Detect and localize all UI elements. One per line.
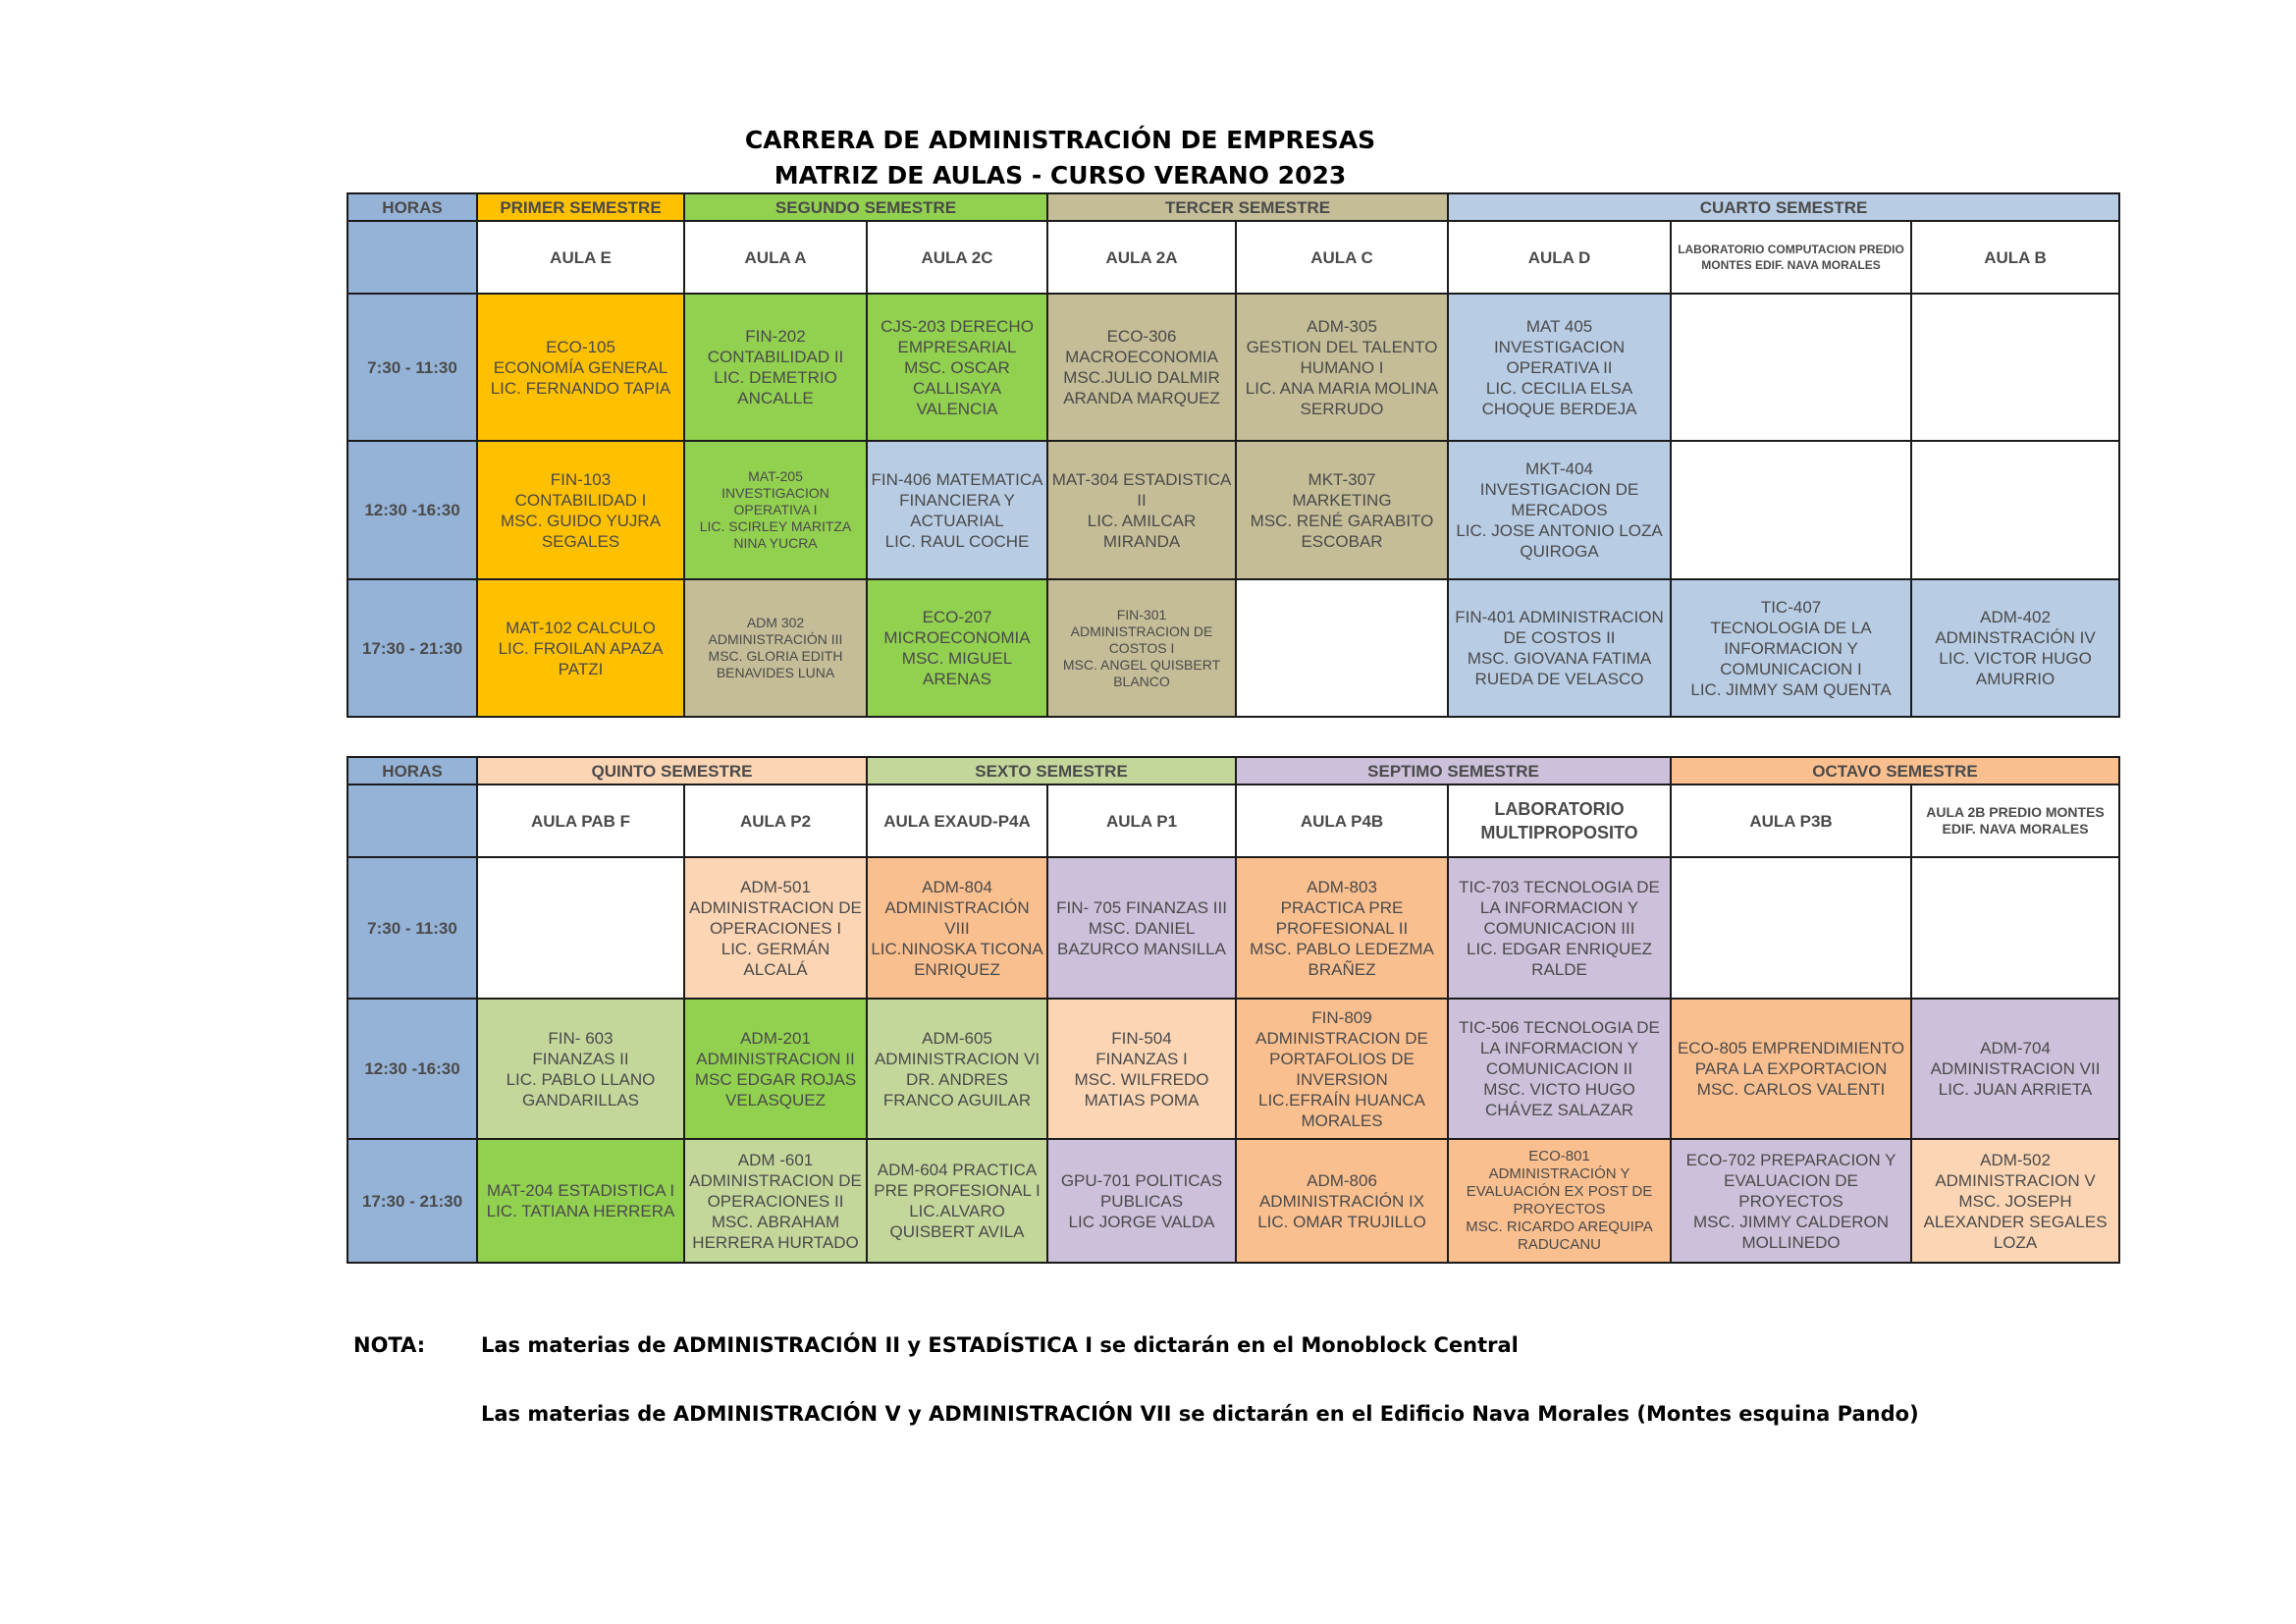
course-cell: MAT-205 INVESTIGACION OPERATIVA I LIC. SCIRLEY MARITZA NINA YUCRA <box>684 441 867 579</box>
course-cell: MAT-204 ESTADISTICA I LIC. TATIANA HERRERA <box>477 1139 684 1263</box>
nota-label: NOTA: <box>353 1333 426 1357</box>
course-cell: ADM-604 PRACTICA PRE PROFESIONAL I LIC.ALVARO QUISBERT AVILA <box>867 1139 1047 1263</box>
hours-header-blank <box>347 785 477 857</box>
aula-header: AULA PAB F <box>477 785 684 857</box>
semester-header: TERCER SEMESTRE <box>1047 193 1448 221</box>
course-cell: MKT-307 MARKETING MSC. RENÉ GARABITO ESCOBAR <box>1236 441 1448 579</box>
course-cell: ADM-605 ADMINISTRACION VI DR. ANDRES FRANCO AGUILAR <box>867 999 1047 1139</box>
course-cell: TIC-407 TECNOLOGIA DE LA INFORMACION Y COMUNICACION I LIC. JIMMY SAM QUENTA <box>1671 579 1911 717</box>
aula-header-row <box>347 785 2119 857</box>
course-cell: GPU-701 POLITICAS PUBLICAS LIC JORGE VALDA <box>1047 1139 1236 1263</box>
aula-header: AULA P1 <box>1047 785 1236 857</box>
course-cell: TIC-703 TECNOLOGIA DE LA INFORMACION Y COMUNICACION III LIC. EDGAR ENRIQUEZ RALDE <box>1448 857 1671 999</box>
semester-header: OCTAVO SEMESTRE <box>1671 757 2119 785</box>
course-cell: ECO-207 MICROECONOMIA MSC. MIGUEL ARENAS <box>867 579 1047 717</box>
aula-header: AULA 2B PREDIO MONTES EDIF. NAVA MORALES <box>1911 785 2119 857</box>
hours-header: HORAS <box>347 193 477 221</box>
course-cell: FIN-406 MATEMATICA FINANCIERA Y ACTUARIAL LIC. RAUL COCHE <box>867 441 1047 579</box>
aula-header-row <box>347 221 2119 294</box>
course-cell: TIC-506 TECNOLOGIA DE LA INFORMACION Y COMUNICACION II MSC. VICTO HUGO CHÁVEZ SALAZAR <box>1448 999 1671 1139</box>
course-cell <box>1911 294 2119 441</box>
schedule-table-1 <box>347 192 2120 718</box>
course-cell: ADM-201 ADMINISTRACION II MSC EDGAR ROJAS VELASQUEZ <box>684 999 867 1139</box>
semester-header: QUINTO SEMESTRE <box>477 757 867 785</box>
course-cell: ECO-702 PREPARACION Y EVALUACION DE PROYECTOS MSC. JIMMY CALDERON MOLLINEDO <box>1671 1139 1911 1263</box>
hour-cell: 7:30 - 11:30 <box>347 857 477 999</box>
course-cell <box>1671 857 1911 999</box>
hour-cell: 12:30 -16:30 <box>347 999 477 1139</box>
course-cell: FIN-401 ADMINISTRACION DE COSTOS II MSC. GIOVANA FATIMA RUEDA DE VELASCO <box>1448 579 1671 717</box>
course-cell <box>1911 441 2119 579</box>
aula-header: AULA 2C <box>867 221 1047 294</box>
course-cell: ECO-306 MACROECONOMIA MSC.JULIO DALMIR ARANDA MARQUEZ <box>1047 294 1236 441</box>
aula-header: AULA C <box>1236 221 1448 294</box>
course-cell: MAT-102 CALCULO LIC. FROILAN APAZA PATZI <box>477 579 684 717</box>
course-cell: FIN-504 FINANZAS I MSC. WILFREDO MATIAS POMA <box>1047 999 1236 1139</box>
course-cell: ECO-805 EMPRENDIMIENTO PARA LA EXPORTACION MSC. CARLOS VALENTI <box>1671 999 1911 1139</box>
semester-header-row <box>347 757 2119 785</box>
course-cell: FIN-202 CONTABILIDAD II LIC. DEMETRIO ANCALLE <box>684 294 867 441</box>
aula-header: AULA B <box>1911 221 2119 294</box>
course-cell: ADM-502 ADMINISTRACION V MSC. JOSEPH ALEXANDER SEGALES LOZA <box>1911 1139 2119 1263</box>
course-cell <box>1911 857 2119 999</box>
course-cell: FIN- 705 FINANZAS III MSC. DANIEL BAZURCO MANSILLA <box>1047 857 1236 999</box>
nota-line-2: Las materias de ADMINISTRACIÓN V y ADMINISTRACIÓN VII se dictarán en el Edificio Nava Morales (Montes esquina Pando) <box>481 1402 1919 1426</box>
hour-cell: 7:30 - 11:30 <box>347 294 477 441</box>
course-cell: FIN- 603 FINANZAS II LIC. PABLO LLANO GANDARILLAS <box>477 999 684 1139</box>
course-cell <box>1671 294 1911 441</box>
course-cell: ADM-804 ADMINISTRACIÓN VIII LIC.NINOSKA TICONA ENRIQUEZ <box>867 857 1047 999</box>
course-cell: ECO-105 ECONOMÍA GENERAL LIC. FERNANDO TAPIA <box>477 294 684 441</box>
aula-header: AULA P4B <box>1236 785 1448 857</box>
table-row <box>347 441 2119 579</box>
course-cell: FIN-301 ADMINISTRACION DE COSTOS I MSC. ANGEL QUISBERT BLANCO <box>1047 579 1236 717</box>
course-cell <box>1236 579 1448 717</box>
aula-header: AULA EXAUD-P4A <box>867 785 1047 857</box>
hour-cell: 12:30 -16:30 <box>347 441 477 579</box>
nota-line-1: Las materias de ADMINISTRACIÓN II y ESTADÍSTICA I se dictarán en el Monoblock Central <box>481 1333 1519 1357</box>
semester-header-row <box>347 193 2119 221</box>
hour-cell: 17:30 - 21:30 <box>347 1139 477 1263</box>
course-cell: ADM -601 ADMINISTRACION DE OPERACIONES II MSC. ABRAHAM HERRERA HURTADO <box>684 1139 867 1263</box>
course-cell: ADM 302 ADMINISTRACIÓN III MSC. GLORIA EDITH BENAVIDES LUNA <box>684 579 867 717</box>
table-row <box>347 999 2119 1139</box>
aula-header: AULA 2A <box>1047 221 1236 294</box>
aula-header: LABORATORIO COMPUTACION PREDIO MONTES EDIF. NAVA MORALES <box>1671 221 1911 294</box>
hours-header-blank <box>347 221 477 294</box>
course-cell: MKT-404 INVESTIGACION DE MERCADOS LIC. JOSE ANTONIO LOZA QUIROGA <box>1448 441 1671 579</box>
aula-header: AULA E <box>477 221 684 294</box>
semester-header: PRIMER SEMESTRE <box>477 193 684 221</box>
course-cell: MAT 405 INVESTIGACION OPERATIVA II LIC. CECILIA ELSA CHOQUE BERDEJA <box>1448 294 1671 441</box>
hours-header: HORAS <box>347 757 477 785</box>
aula-header: AULA D <box>1448 221 1671 294</box>
course-cell: FIN-809 ADMINISTRACION DE PORTAFOLIOS DE INVERSION LIC.EFRAÍN HUANCA MORALES <box>1236 999 1448 1139</box>
course-cell: FIN-103 CONTABILIDAD I MSC. GUIDO YUJRA SEGALES <box>477 441 684 579</box>
hour-cell: 17:30 - 21:30 <box>347 579 477 717</box>
course-cell: ADM-305 GESTION DEL TALENTO HUMANO I LIC. ANA MARIA MOLINA SERRUDO <box>1236 294 1448 441</box>
aula-header: AULA P3B <box>1671 785 1911 857</box>
table-row <box>347 857 2119 999</box>
course-cell: ADM-704 ADMINISTRACION VII LIC. JUAN ARRIETA <box>1911 999 2119 1139</box>
table-row <box>347 294 2119 441</box>
document-subtitle: MATRIZ DE AULAS - CURSO VERANO 2023 <box>774 161 1347 189</box>
course-cell: MAT-304 ESTADISTICA II LIC. AMILCAR MIRANDA <box>1047 441 1236 579</box>
aula-header: LABORATORIO MULTIPROPOSITO <box>1448 785 1671 857</box>
aula-header: AULA A <box>684 221 867 294</box>
course-cell: ADM-402 ADMINSTRACIÓN IV LIC. VICTOR HUGO AMURRIO <box>1911 579 2119 717</box>
semester-header: CUARTO SEMESTRE <box>1448 193 2119 221</box>
table-row <box>347 579 2119 717</box>
aula-header: AULA P2 <box>684 785 867 857</box>
course-cell: ADM-806 ADMINISTRACIÓN IX LIC. OMAR TRUJILLO <box>1236 1139 1448 1263</box>
schedule-table-2 <box>347 756 2120 1264</box>
semester-header: SEGUNDO SEMESTRE <box>684 193 1047 221</box>
semester-header: SEPTIMO SEMESTRE <box>1236 757 1671 785</box>
course-cell <box>1671 441 1911 579</box>
course-cell <box>477 857 684 999</box>
course-cell: CJS-203 DERECHO EMPRESARIAL MSC. OSCAR CALLISAYA VALENCIA <box>867 294 1047 441</box>
course-cell: ADM-501 ADMINISTRACION DE OPERACIONES I LIC. GERMÁN ALCALÁ <box>684 857 867 999</box>
semester-header: SEXTO SEMESTRE <box>867 757 1236 785</box>
document-title: CARRERA DE ADMINISTRACIÓN DE EMPRESAS <box>744 126 1376 154</box>
course-cell: ECO-801 ADMINISTRACIÓN Y EVALUACIÓN EX POST DE PROYECTOS MSC. RICARDO AREQUIPA RADUCANU <box>1448 1139 1671 1263</box>
course-cell: ADM-803 PRACTICA PRE PROFESIONAL II MSC. PABLO LEDEZMA BRAÑEZ <box>1236 857 1448 999</box>
table-row <box>347 1139 2119 1263</box>
